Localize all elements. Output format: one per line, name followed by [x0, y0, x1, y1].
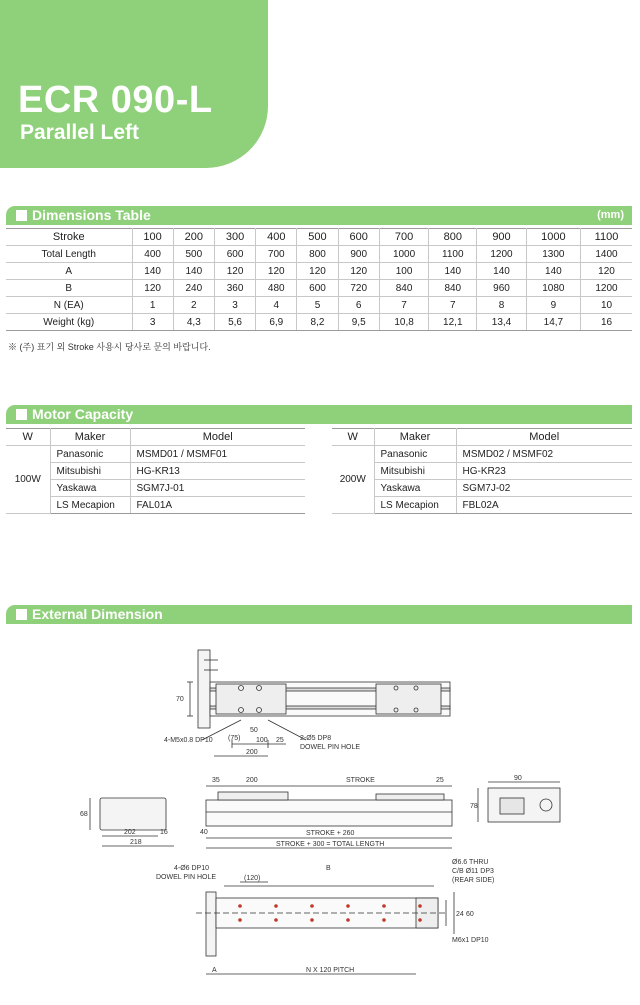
model-subtitle: Parallel Left	[20, 121, 140, 144]
dimensions-cell: 8,2	[297, 314, 338, 331]
motor-row	[6, 446, 305, 463]
dimensions-cell: 12,1	[429, 314, 477, 331]
dim-dowel: 2-Ø5 DP8	[300, 735, 332, 742]
motor-row	[6, 497, 305, 514]
dim-tap: 4-M5x0.8 DP10	[164, 737, 213, 744]
dimensions-cell: 840	[379, 280, 429, 297]
dimensions-cell: 360	[214, 280, 255, 297]
dimensions-cell: 5	[297, 297, 338, 314]
mounting-hole	[346, 918, 350, 922]
motor-header-maker: Maker	[50, 429, 130, 446]
dimensions-cell: 140	[526, 263, 580, 280]
dim-a: A	[212, 967, 217, 974]
motor-maker: Mitsubishi	[374, 463, 456, 480]
dim-total: STROKE + 300 = TOTAL LENGTH	[276, 841, 385, 848]
dimensions-row-label: Total Length	[6, 246, 132, 263]
dimensions-cell: 140	[173, 263, 214, 280]
motor-header-row	[6, 429, 305, 446]
mounting-hole	[418, 904, 422, 908]
dim-90: 90	[514, 775, 522, 782]
dim-stroke260: STROKE + 260	[306, 830, 355, 837]
dimensions-cell: 2	[173, 297, 214, 314]
motor-row	[332, 463, 632, 480]
mounting-hole	[382, 918, 386, 922]
mounting-hole	[310, 918, 314, 922]
dimensions-row	[6, 280, 632, 297]
dimensions-cell: 14,7	[526, 314, 580, 331]
dim-25: 25	[276, 737, 284, 744]
external-section-bar	[6, 605, 632, 624]
dimensions-cell: 8	[477, 297, 527, 314]
motor-maker: Yaskawa	[50, 480, 130, 497]
dimensions-cell: 1080	[526, 280, 580, 297]
motor-model: HG-KR23	[456, 463, 632, 480]
motor-header-w: W	[6, 429, 50, 446]
motor-wattage: 100W	[6, 446, 50, 514]
dimensions-row-label: A	[6, 263, 132, 280]
mounting-hole	[346, 904, 350, 908]
dim-pitch: N X 120 PITCH	[306, 967, 355, 974]
dim-40: 40	[200, 829, 208, 836]
dimensions-cell: 9,5	[338, 314, 379, 331]
dimensions-cell: 9	[526, 297, 580, 314]
dimensions-cell: 100	[132, 229, 173, 246]
motor-maker: Panasonic	[50, 446, 130, 463]
dimensions-cell: 400	[132, 246, 173, 263]
dim-100: 100	[256, 737, 268, 744]
dim-side-200: 200	[246, 777, 258, 784]
model-title: ECR 090-L	[18, 79, 213, 121]
dimensions-cell: 120	[214, 263, 255, 280]
dimensions-cell: 120	[338, 263, 379, 280]
dimensions-cell: 5,6	[214, 314, 255, 331]
dimensions-row-label: N (EA)	[6, 297, 132, 314]
motor-header-model: Model	[456, 429, 632, 446]
motor-row	[332, 446, 632, 463]
dimensions-cell: 7	[379, 297, 429, 314]
dim-16: 16	[160, 829, 168, 836]
dim-dowel-sub: DOWEL PIN HOLE	[300, 744, 361, 751]
dimensions-section-bar	[6, 206, 632, 225]
dimensions-cell: 400	[256, 229, 297, 246]
motor-model: SGM7J-02	[456, 480, 632, 497]
square-bullet-icon	[16, 409, 27, 420]
dimensions-cell: 700	[256, 246, 297, 263]
dimensions-cell: 300	[214, 229, 255, 246]
dim-thru: Ø6.6 THRU	[452, 859, 489, 866]
dimensions-cell: 1200	[581, 280, 633, 297]
dimensions-cell: 840	[429, 280, 477, 297]
dim-rear: (REAR SIDE)	[452, 877, 495, 884]
dimensions-cell: 10,8	[379, 314, 429, 331]
motor-maker: LS Mecapion	[50, 497, 130, 514]
dimensions-cell: 1100	[581, 229, 633, 246]
square-bullet-icon	[16, 210, 27, 221]
motor-model: SGM7J-01	[130, 480, 305, 497]
dimensions-row	[6, 314, 632, 331]
dimensions-row-label: Stroke	[6, 229, 132, 246]
dim-side-25: 25	[436, 777, 444, 784]
dim-bottom-dowel: 4-Ø6 DP10	[174, 865, 210, 872]
dimensions-cell: 6,9	[256, 314, 297, 331]
dim-218: 218	[130, 839, 142, 846]
motor-maker: LS Mecapion	[374, 497, 456, 514]
external-title: External Dimension	[32, 606, 163, 622]
motor-model: HG-KR13	[130, 463, 305, 480]
dimensions-table	[6, 228, 632, 331]
dim-stroke: STROKE	[346, 777, 375, 784]
dim-120: (120)	[244, 875, 261, 882]
dimensions-cell: 240	[173, 280, 214, 297]
external-dimension-drawing	[6, 630, 632, 1002]
motor-row	[6, 463, 305, 480]
dim-b: B	[326, 865, 331, 872]
motor-side	[100, 798, 166, 830]
end-block	[376, 684, 441, 714]
dimensions-cell: 140	[477, 263, 527, 280]
motor-model: FAL01A	[130, 497, 305, 514]
dim-50: 50	[250, 727, 258, 734]
dimensions-cell: 1400	[581, 246, 633, 263]
motor-model: MSMD02 / MSMF02	[456, 446, 632, 463]
side-carriage	[218, 792, 288, 800]
dim-60: 60	[466, 911, 474, 918]
stroke-note: ※ (주) 표기 외 Stroke 사용시 당사로 문의 바랍니다.	[8, 342, 211, 352]
dimensions-cell: 7	[429, 297, 477, 314]
motor-row	[6, 480, 305, 497]
motor-section-bar	[6, 405, 632, 424]
mounting-hole	[274, 904, 278, 908]
mounting-hole	[418, 918, 422, 922]
motor-model: MSMD01 / MSMF01	[130, 446, 305, 463]
dimensions-cell: 140	[132, 263, 173, 280]
dimensions-cell: 600	[214, 246, 255, 263]
motor-header-row	[332, 429, 632, 446]
dimensions-cell: 800	[429, 229, 477, 246]
motor-wattage: 200W	[332, 446, 374, 514]
motor-table-200w	[332, 428, 632, 514]
dimensions-cell: 120	[132, 280, 173, 297]
dimensions-cell: 600	[338, 229, 379, 246]
dim-35: 35	[212, 777, 220, 784]
dimensions-row-label: B	[6, 280, 132, 297]
motor-header-maker: Maker	[374, 429, 456, 446]
dimensions-cell: 120	[256, 263, 297, 280]
dim-75: (75)	[228, 735, 241, 742]
motor-maker: Yaskawa	[374, 480, 456, 497]
motor-header-model: Model	[130, 429, 305, 446]
square-bullet-icon	[16, 609, 27, 620]
dimensions-cell: 3	[132, 314, 173, 331]
dimensions-row	[6, 263, 632, 280]
mounting-hole	[238, 918, 242, 922]
bottom-view	[196, 882, 454, 974]
dim-70: 70	[176, 696, 184, 703]
dimensions-cell: 1000	[526, 229, 580, 246]
dimensions-row	[6, 297, 632, 314]
dim-bottom-dowel-sub: DOWEL PIN HOLE	[156, 874, 217, 881]
dim-202: 202	[124, 829, 136, 836]
dimensions-cell: 3	[214, 297, 255, 314]
dimensions-cell: 120	[581, 263, 633, 280]
dimensions-cell: 600	[297, 280, 338, 297]
side-view	[90, 782, 560, 848]
dimensions-cell: 1000	[379, 246, 429, 263]
dim-m6: M6x1 DP10	[452, 937, 489, 944]
motor-maker: Panasonic	[374, 446, 456, 463]
motor-row	[332, 497, 632, 514]
dimensions-cell: 1200	[477, 246, 527, 263]
dimensions-cell: 1	[132, 297, 173, 314]
dimensions-cell: 10	[581, 297, 633, 314]
dimensions-cell: 1300	[526, 246, 580, 263]
dim-cb: C/B Ø11 DP3	[452, 868, 494, 875]
motor-end-plate	[198, 650, 210, 728]
mounting-hole	[238, 904, 242, 908]
dimensions-cell: 13,4	[477, 314, 527, 331]
mounting-hole	[274, 918, 278, 922]
dimensions-cell: 480	[256, 280, 297, 297]
motor-title: Motor Capacity	[32, 406, 134, 422]
dimensions-cell: 4	[256, 297, 297, 314]
dimensions-cell: 16	[581, 314, 633, 331]
dimensions-cell: 500	[173, 246, 214, 263]
motor-table-100w	[6, 428, 305, 514]
dimensions-row	[6, 246, 632, 263]
dimensions-cell: 200	[173, 229, 214, 246]
motor-model: FBL02A	[456, 497, 632, 514]
dimensions-cell: 720	[338, 280, 379, 297]
dimensions-cell: 800	[297, 246, 338, 263]
dim-200: 200	[246, 749, 258, 756]
dim-68: 68	[80, 811, 88, 818]
dimensions-unit: (mm)	[597, 209, 624, 221]
motor-maker: Mitsubishi	[50, 463, 130, 480]
dimensions-cell: 700	[379, 229, 429, 246]
dim-24: 24	[456, 911, 464, 918]
motor-row	[332, 480, 632, 497]
motor-header-w: W	[332, 429, 374, 446]
dimensions-row-label: Weight (kg)	[6, 314, 132, 331]
mounting-hole	[382, 904, 386, 908]
dim-78: 78	[470, 803, 478, 810]
dimensions-cell: 960	[477, 280, 527, 297]
dimensions-cell: 900	[477, 229, 527, 246]
dimensions-cell: 100	[379, 263, 429, 280]
dimensions-cell: 900	[338, 246, 379, 263]
side-body	[206, 800, 452, 826]
dimensions-cell: 6	[338, 297, 379, 314]
dimensions-cell: 500	[297, 229, 338, 246]
dimensions-cell: 4,3	[173, 314, 214, 331]
dimensions-cell: 120	[297, 263, 338, 280]
carriage	[216, 684, 286, 714]
dimensions-cell: 1100	[429, 246, 477, 263]
dimensions-cell: 140	[429, 263, 477, 280]
dimensions-title: Dimensions Table	[32, 207, 151, 223]
dimensions-row	[6, 229, 632, 246]
mounting-hole	[310, 904, 314, 908]
